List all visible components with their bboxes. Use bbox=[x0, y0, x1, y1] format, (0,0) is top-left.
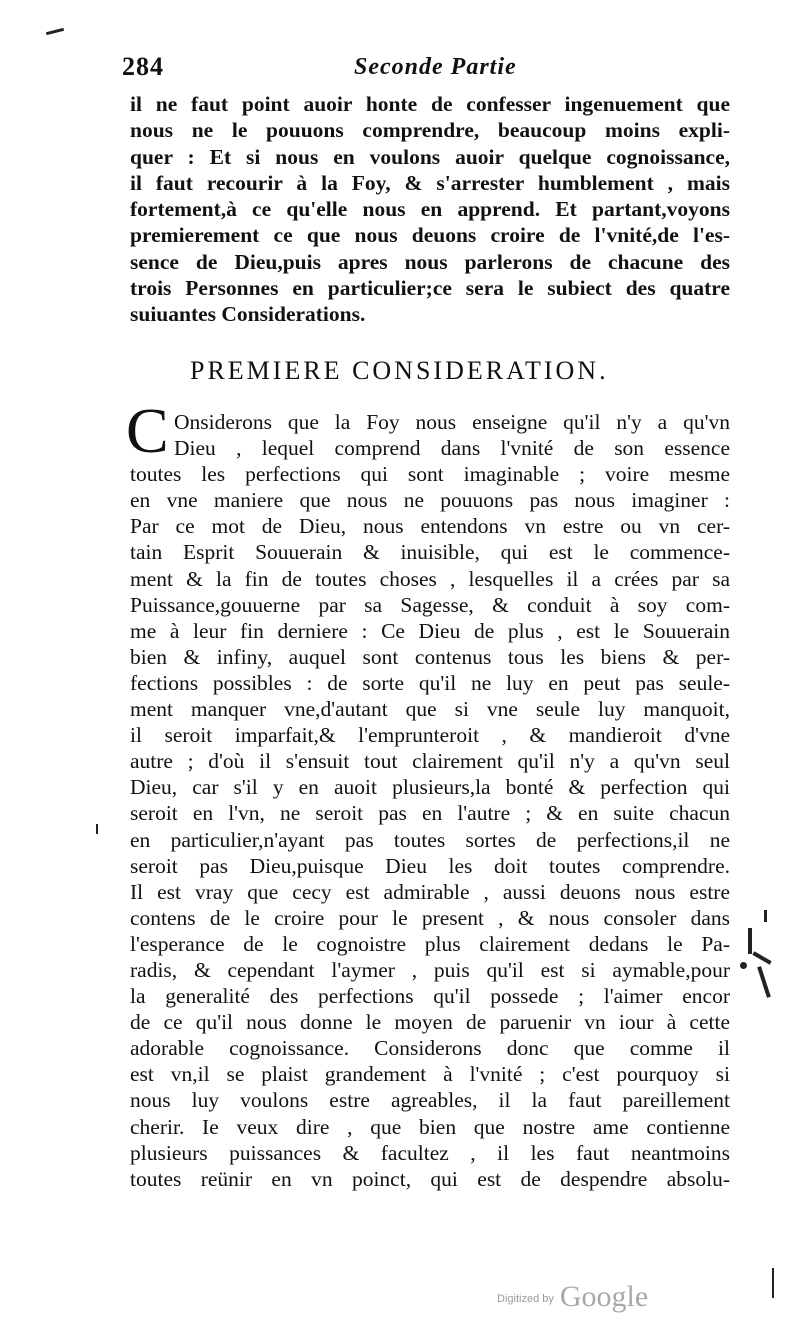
text-line: adorable cognoissance. Considerons donc que comme il bbox=[130, 1036, 730, 1061]
text-line: Puissance,gouuerne par sa Sagesse, & conduit à soy com- bbox=[130, 592, 730, 617]
text-line: nous luy voulons estre agreables, il la faut pareillement bbox=[130, 1088, 730, 1113]
margin-mark-right-5 bbox=[757, 966, 771, 998]
text-line: suiuantes Considerations. bbox=[130, 302, 366, 327]
text-line: seroit en l'vn, ne seroit pas en l'autre ; & en suite chacun bbox=[130, 801, 730, 826]
text-line: cherir. Ie veux dire , que bien que nostre ame contienne bbox=[130, 1114, 730, 1139]
body-paragraph bbox=[126, 395, 730, 1192]
text-line: l'esperance de le cognoistre plus clairement dedans le Pa- bbox=[130, 931, 730, 956]
intro-paragraph bbox=[130, 91, 730, 328]
text-line: autre ; d'où il s'ensuit tout clairement qu'il n'y a qu'vn seul bbox=[130, 749, 730, 774]
text-line: Par ce mot de Dieu, nous entendons vn estre ou vn cer- bbox=[130, 514, 730, 539]
text-line: me à leur fin derniere : Ce Dieu de plus , est le Souuerain bbox=[130, 618, 730, 643]
page-header bbox=[122, 52, 734, 92]
text-line: il seroit imparfait,& l'emprunteroit , & mandieroit d'vne bbox=[130, 723, 730, 748]
text-line: Dieu, car s'il y en auoit plusieurs,la bonté & perfection qui bbox=[130, 775, 730, 800]
text-line: nous ne le pouuons comprendre, beaucoup moins expli- bbox=[130, 118, 730, 143]
running-head: Seconde Partie bbox=[354, 54, 517, 80]
text-line: ment & la fin de toutes choses , lesquelles il a crées par sa bbox=[130, 566, 730, 591]
text-line: en particulier,n'ayant pas toutes sortes de perfections,il ne bbox=[130, 827, 730, 852]
text-line: il ne faut point auoir honte de confesser ingenuement que bbox=[130, 92, 730, 116]
text-line: toutes les perfections qui sont imaginable ; voire mesme bbox=[130, 462, 730, 487]
text-line: est vn,il se plaist grandement à l'vnité ; c'est pourquoy si bbox=[130, 1062, 730, 1087]
text-line: il faut recourir à la Foy, & s'arrester humblement , mais bbox=[130, 170, 730, 195]
text-line: plusieurs puissances & facultez , il les faut neantmoins bbox=[130, 1140, 730, 1165]
text-line: radis, & cependant l'aymer , puis qu'il est si aymable,pour bbox=[130, 957, 730, 982]
text-line: Dieu , lequel comprend dans l'vnité de son essence bbox=[174, 436, 730, 461]
watermark-logo: Google bbox=[559, 1280, 649, 1313]
margin-mark-right-4 bbox=[752, 951, 771, 964]
text-line-content: Onsiderons que la Foy nous enseigne qu'il n'y a qu'vn bbox=[174, 410, 730, 434]
text-line: toutes reünir en vn poinct, qui est de despendre absolu- bbox=[130, 1166, 730, 1191]
margin-mark-right-3 bbox=[740, 962, 747, 969]
text-line: contens de le croire pour le present , & nous consoler dans bbox=[130, 905, 730, 930]
text-line: bien & infiny, auquel sont contenus tous les biens & per- bbox=[130, 644, 730, 669]
margin-mark-right-2 bbox=[748, 928, 752, 954]
text-line: seroit pas Dieu,puisque Dieu les doit toutes comprendre. bbox=[130, 853, 730, 878]
text-line: en vne maniere que nous ne pouuons pas nous imaginer : bbox=[130, 488, 730, 513]
margin-mark-top-left bbox=[46, 28, 64, 35]
margin-mark-right-6 bbox=[772, 1268, 774, 1298]
section-heading: PREMIERE CONSIDERATION. bbox=[190, 356, 609, 385]
drop-cap: C bbox=[126, 395, 169, 466]
page-number: 284 bbox=[122, 52, 164, 81]
margin-mark-left bbox=[96, 824, 98, 834]
text-line: quer : Et si nous en voulons auoir quelque cognoissance, bbox=[130, 144, 730, 169]
text-line: ment manquer vne,d'autant que si vne seule luy manquoit, bbox=[130, 697, 730, 722]
digitized-watermark bbox=[497, 1280, 648, 1314]
margin-mark-right-1 bbox=[764, 910, 767, 922]
text-line: sence de Dieu,puis apres nous parlerons de chacune des bbox=[130, 249, 730, 274]
text-line: fections possibles : de sorte qu'il ne luy en peut pas seule- bbox=[130, 670, 730, 695]
text-line: tain Esprit Souuerain & inuisible, qui est le commence- bbox=[130, 540, 730, 565]
text-line: la generalité des perfections qu'il possede ; l'aimer encor bbox=[130, 984, 730, 1009]
text-line: fortement,à ce qu'elle nous en apprend. Et partant,voyons bbox=[130, 197, 730, 222]
watermark-prefix: Digitized by bbox=[497, 1293, 554, 1305]
text-line: de ce qu'il nous donne le moyen de paruenir vn iour à cette bbox=[130, 1010, 730, 1035]
text-line: premierement ce que nous deuons croire de l'vnité,de l'es- bbox=[130, 223, 730, 248]
text-line: Il est vray que cecy est admirable , aussi deuons nous estre bbox=[130, 879, 730, 904]
text-line: trois Personnes en particulier;ce sera le subiect des quatre bbox=[130, 276, 730, 301]
